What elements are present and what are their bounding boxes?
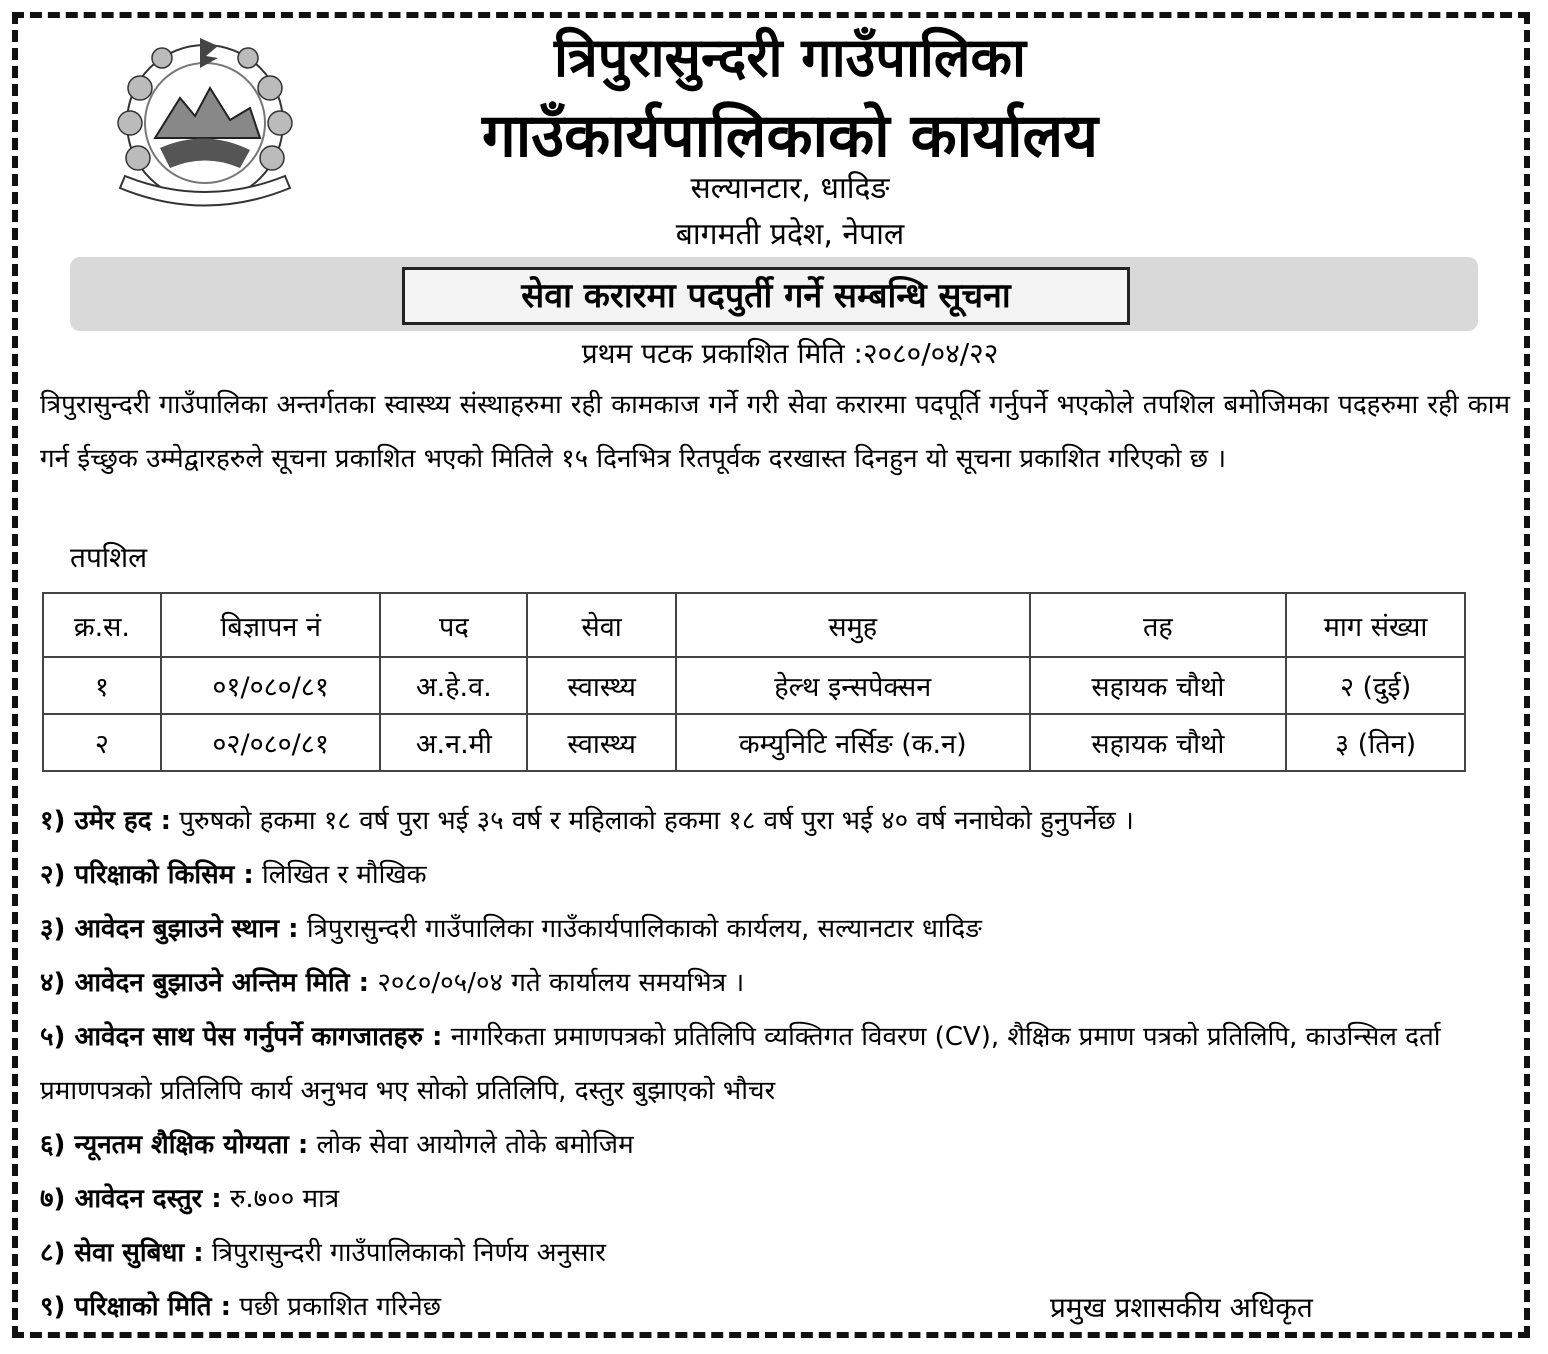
condition-submission-place bbox=[40, 902, 1510, 956]
condition-label: १) उमेर हद : bbox=[40, 806, 171, 836]
condition-label: ६) न्यूनतम शैक्षिक योग्यता : bbox=[40, 1130, 309, 1160]
notice-title: सेवा करारमा पदपुर्ती गर्ने सम्बन्धि सूचना bbox=[402, 267, 1130, 325]
cell-demand: ३ (तिन) bbox=[1286, 714, 1465, 771]
nepal-emblem-icon bbox=[100, 28, 310, 228]
condition-qualification bbox=[40, 1118, 1510, 1172]
cell-ad-no: ०१/०८०/८१ bbox=[161, 657, 381, 714]
condition-text: त्रिपुरासुन्दरी गाउँपालिका गाउँकार्यपालिकाको कार्यलय, सल्यानटार धादिङ bbox=[298, 914, 982, 944]
table-row bbox=[43, 714, 1465, 771]
condition-exam-type bbox=[40, 848, 1510, 902]
cell-ad-no: ०२/०८०/८१ bbox=[161, 714, 381, 771]
conditions-list bbox=[40, 794, 1510, 1334]
condition-text: पछी प्रकाशित गरिनेछ bbox=[231, 1292, 441, 1322]
condition-label: ९) परिक्षाको मिति : bbox=[40, 1292, 232, 1322]
publish-date-line: प्रथम पटक प्रकाशित मिति :२०८०/०४/२२ bbox=[581, 337, 999, 370]
header-demand: माग संख्या bbox=[1286, 593, 1465, 657]
condition-deadline bbox=[40, 956, 1510, 1010]
condition-text: पुरुषको हकमा १८ वर्ष पुरा भई ३५ वर्ष र महिलाको हकमा १८ वर्ष पुरा भई ४० वर्ष ननाघेको हुनुपर्नेछ । bbox=[171, 806, 1134, 836]
cell-post: अ.हे.व. bbox=[380, 657, 527, 714]
condition-text: लिखित र मौखिक bbox=[253, 860, 427, 890]
province-country: बागमती प्रदेश, नेपाल bbox=[675, 217, 905, 252]
table-header-row bbox=[43, 593, 1465, 657]
condition-benefits bbox=[40, 1226, 1510, 1280]
vacancy-table bbox=[42, 592, 1466, 772]
condition-text: नागरिकता प्रमाणपत्रको प्रतिलिपि व्यक्तिगत विवरण (CV), शैक्षिक प्रमाण पत्रको प्रतिलिपि, काउन्सिल दर्ता प्रमाणपत्रको प्रतिलिपि कार्य अनुभव भए सोको प्रतिलिपि, दस्तुर बुझाएको भौचर bbox=[40, 1022, 1441, 1106]
office-address: सल्यानटार, धादिङ bbox=[690, 171, 890, 206]
signature-title: प्रमुख प्रशासकीय अधिकृत bbox=[1050, 1291, 1313, 1324]
intro-paragraph: त्रिपुरासुन्दरी गाउँपालिका अन्तर्गतका स्वास्थ्य संस्थाहरुमा रही कामकाज गर्ने गरी सेवा करारमा पदपूर्ति गर्नुपर्ने भएकोले तपशिल बमोजिमका पदहरुमा रही काम गर्न ईच्छुक उम्मेद्वारहरुले सूचना प्रकाशित भएको मितिले १५ दिनभित्र रितपूर्वक दरखास्त दिनहुन यो सूचना प्रकाशित गरिएको छ । bbox=[40, 390, 1510, 474]
condition-label: ३) आवेदन बुझाउने स्थान : bbox=[40, 914, 299, 944]
condition-label: ८) सेवा सुबिधा : bbox=[40, 1238, 204, 1268]
header-service: सेवा bbox=[527, 593, 676, 657]
cell-level: सहायक चौथो bbox=[1030, 657, 1287, 714]
table-row bbox=[43, 657, 1465, 714]
condition-text: लोक सेवा आयोगले तोके बमोजिम bbox=[308, 1130, 634, 1160]
condition-label: ४) आवेदन बुझाउने अन्तिम मिति : bbox=[40, 968, 370, 998]
condition-label: ७) आवेदन दस्तुर : bbox=[40, 1184, 222, 1214]
header-group: समुह bbox=[676, 593, 1030, 657]
header-level: तह bbox=[1030, 593, 1287, 657]
office-name: गाउँकार्यपालिकाको कार्यालय bbox=[481, 101, 1099, 171]
header-post: पद bbox=[380, 593, 527, 657]
cell-demand: २ (दुई) bbox=[1286, 657, 1465, 714]
cell-sn: १ bbox=[43, 657, 161, 714]
tapasil-label: तपशिल bbox=[70, 541, 148, 574]
condition-age-limit bbox=[40, 794, 1510, 848]
cell-service: स्वास्थ्य bbox=[527, 714, 676, 771]
cell-group: हेल्थ इन्सपेक्सन bbox=[676, 657, 1030, 714]
condition-text: रु.७०० मात्र bbox=[221, 1184, 340, 1214]
municipality-name: त्रिपुरासुन्दरी गाउँपालिका bbox=[554, 26, 1026, 89]
condition-documents bbox=[40, 1010, 1510, 1118]
condition-label: २) परिक्षाको किसिम : bbox=[40, 860, 254, 890]
cell-service: स्वास्थ्य bbox=[527, 657, 676, 714]
condition-fee bbox=[40, 1172, 1510, 1226]
cell-level: सहायक चौथो bbox=[1030, 714, 1287, 771]
header-sn: क्र.स. bbox=[43, 593, 161, 657]
cell-sn: २ bbox=[43, 714, 161, 771]
condition-label: ५) आवेदन साथ पेस गर्नुपर्ने कागजातहरु : bbox=[40, 1022, 443, 1052]
cell-group: कम्युनिटि नर्सिङ (क.न) bbox=[676, 714, 1030, 771]
header-ad-no: बिज्ञापन नं bbox=[161, 593, 381, 657]
condition-text: त्रिपुरासुन्दरी गाउँपालिकाको निर्णय अनुसार bbox=[203, 1238, 606, 1268]
condition-text: २०८०/०५/०४ गते कार्यालय समयभित्र । bbox=[369, 968, 745, 998]
cell-post: अ.न.मी bbox=[380, 714, 527, 771]
